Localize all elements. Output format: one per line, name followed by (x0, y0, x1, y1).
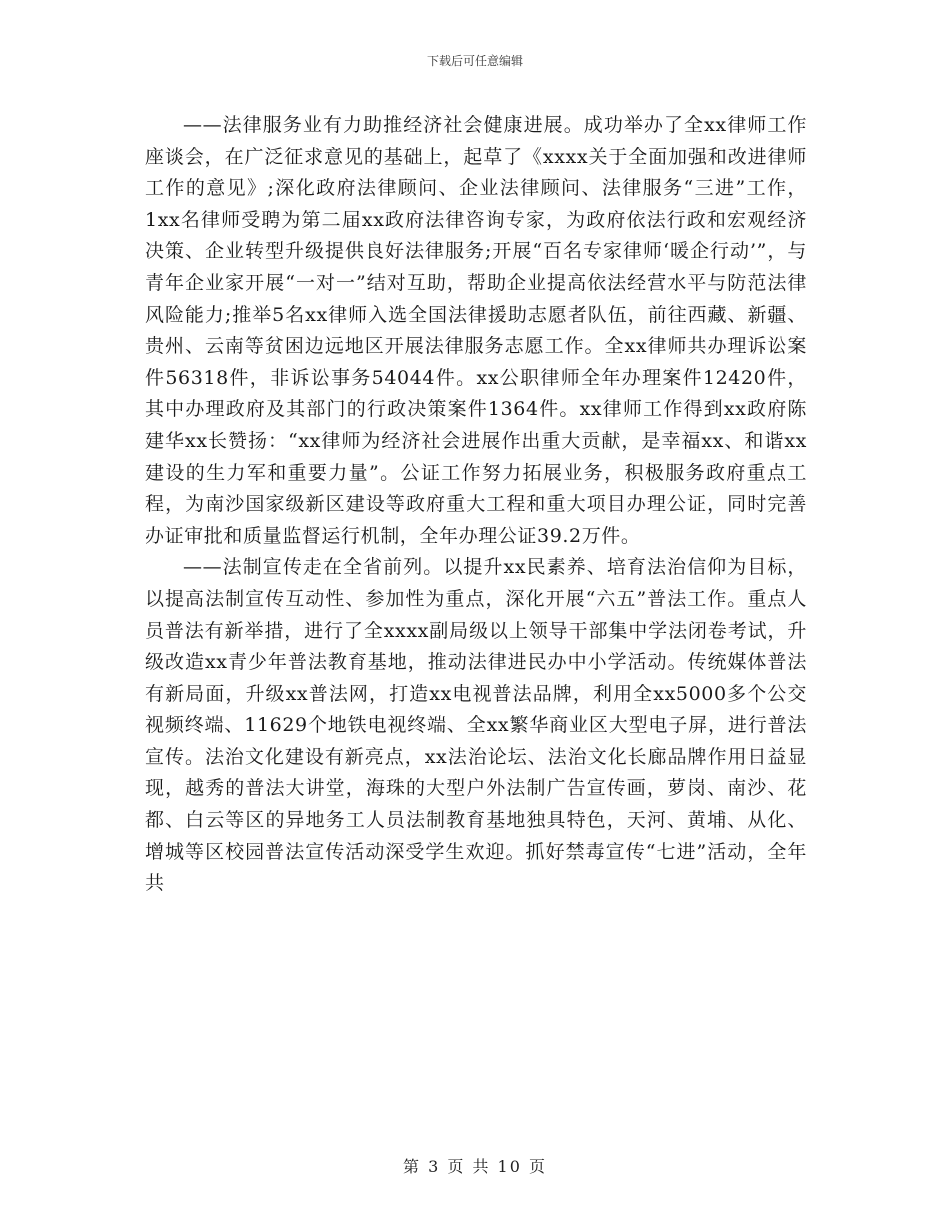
page-header: 下载后可任意编辑 (426, 54, 523, 68)
page-number: 第 3 页 共 10 页 (403, 1157, 547, 1176)
paragraph-legal-services: ——法律服务业有力助推经济社会健康进展。成功举办了全xx律师工作座谈会，在广泛征求意见的基础上，起草了《xxxx关于全面加强和改进律师工作的意见》;深化政府法律顾问、企业法律顾问、法律服务“三进”工作，1xx名律师受聘为第二届xx政府法律咨询专家，为政府依法行政和宏观经济决策、企业转型升级提供良好法律服务;开展“百名专家律师‘暖企行动’”，与青年企业家开展“一对一”结对互助，帮助企业提高依法经营水平与防范法律风险能力;推举5名xx律师入选全国法律援助志愿者队伍，前往西藏、新疆、贵州、云南等贫困边远地区开展法律服务志愿工作。全xx律师共办理诉讼案件56318件，非诉讼事务54044件。xx公职律师全年办理案件12420件，其中办理政府及其部门的行政决策案件1364件。xx律师工作得到xx政府陈建华xx长赞扬：“xx律师为经济社会进展作出重大贡献，是幸福xx、和谐xx建设的生力军和重要力量”。公证工作努力拓展业务，积极服务政府重点工程，为南沙国家级新区建设等政府重大工程和重大项目办理公证，同时完善办证审批和质量监督运行机制，全年办理公证39.2万件。 (145, 114, 807, 547)
document-body (145, 110, 807, 900)
paragraph-legal-publicity: ——法制宣传走在全省前列。以提升xx民素养、培育法治信仰为目标，以提高法制宣传互动性、参加性为重点，深化开展“六五”普法工作。重点人员普法有新举措，进行了全xxxx副局级以上领导干部集中学法闭卷考试，升级改造xx青少年普法教育基地，推动法律进民办中小学活动。传统媒体普法有新局面，升级xx普法网，打造xx电视普法品牌，利用全xx5000多个公交视频终端、11629个地铁电视终端、全xx繁华商业区大型电子屏，进行普法宣传。法治文化建设有新亮点，xx法治论坛、法治文化长廊品牌作用日益显现，越秀的普法大讲堂，海珠的大型户外法制广告宣传画，萝岗、南沙、花都、白云等区的异地务工人员法制教育基地独具特色，天河、黄埔、从化、增城等区校园普法宣传活动深受学生欢迎。抓好禁毒宣传“七进”活动，全年共 (145, 556, 807, 895)
